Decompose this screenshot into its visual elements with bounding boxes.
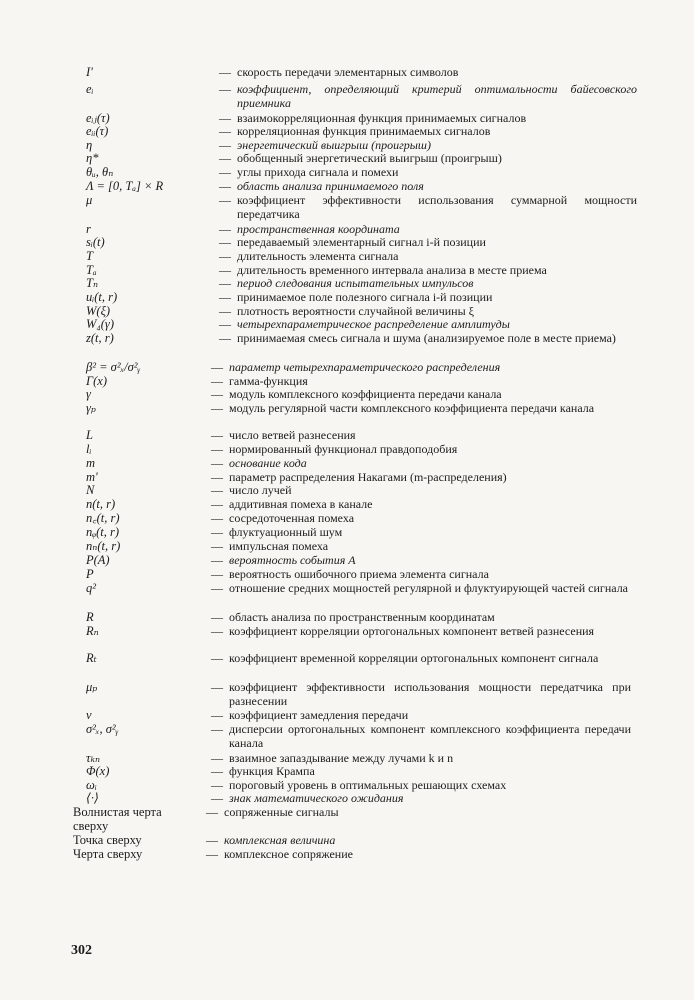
- entry-definition: коэффициент эффективности использования мощности передатчика при разнесении: [229, 680, 631, 708]
- entry-dash: —: [211, 470, 223, 484]
- entry-definition: энергетический выигрыш (проигрыш): [237, 138, 431, 152]
- entry-definition: дисперсии ортогональных компонент комплексного коэффициента передачи канала: [229, 722, 631, 750]
- entry-dash: —: [211, 708, 223, 722]
- entry-symbol: z(t, r): [86, 331, 114, 345]
- entry-symbol: P(A): [86, 553, 110, 567]
- entry-definition: модуль регулярной части комплексного коэффициента передачи канала: [229, 401, 595, 415]
- entry-symbol: γₚ: [86, 401, 96, 415]
- entry-definition: область анализа по пространственным координатам: [229, 610, 495, 624]
- entry-symbol: eᵢⱼ(τ): [86, 111, 110, 125]
- entry-symbol: R: [86, 610, 94, 624]
- entry-dash: —: [211, 456, 223, 470]
- entry-dash: —: [211, 374, 223, 388]
- entry-dash: —: [219, 193, 231, 207]
- entry-symbol: Tₐ: [86, 263, 97, 277]
- entry-symbol: N: [86, 483, 95, 497]
- entry-definition: углы прихода сигнала и помехи: [237, 165, 399, 179]
- entry-dash: —: [211, 581, 223, 595]
- entry-definition: число лучей: [229, 483, 292, 497]
- entry-dash: —: [219, 263, 231, 277]
- entry-definition: вероятность ошибочного приема элемента сигнала: [229, 567, 489, 581]
- entry-definition: взаимное запаздывание между лучами k и n: [229, 751, 454, 765]
- entry-dash: —: [211, 778, 223, 792]
- entry-symbol: W(ξ): [86, 304, 111, 318]
- entry-dash: —: [219, 331, 231, 345]
- entry-definition: пороговый уровень в оптимальных решающих схемах: [229, 778, 507, 792]
- page-number: 302: [71, 943, 92, 958]
- entry-dash: —: [211, 791, 223, 805]
- entry-symbol: sᵢ(t): [86, 235, 105, 249]
- entry-symbol: W₄(γ): [86, 317, 115, 331]
- entry-dash: —: [219, 249, 231, 263]
- entry-symbol: θᵤ, θₙ: [86, 165, 114, 179]
- entry-dash: —: [219, 304, 231, 318]
- entry-symbol: nₙ(t, r): [86, 539, 121, 553]
- entry-definition: комплексное сопряжение: [224, 847, 353, 861]
- entry-definition: взаимокорреляционная функция принимаемых сигналов: [237, 111, 527, 125]
- entry-symbol: r: [86, 222, 91, 236]
- entry-symbol: ν: [86, 708, 92, 722]
- entry-dash: —: [219, 82, 231, 96]
- entry-definition: вероятность события A: [229, 553, 356, 567]
- entry-definition: параметр распределения Накагами (m-распределения): [229, 470, 507, 484]
- entry-symbol: Точка сверху: [73, 833, 142, 847]
- entry-definition: передаваемый элементарный сигнал i-й позиции: [237, 235, 486, 249]
- entry-symbol: ⟨·⟩: [86, 791, 99, 805]
- entry-symbol: β² = σ²ₓ/σ²ᵧ: [86, 360, 141, 374]
- entry-definition: гамма-функция: [229, 374, 308, 388]
- entry-symbol: T: [86, 249, 93, 263]
- entry-dash: —: [219, 179, 231, 193]
- entry-definition: принимаемая смесь сигнала и шума (анализируемое поле в месте приема): [237, 331, 616, 345]
- entry-definition: параметр четырехпараметрического распределения: [229, 360, 501, 374]
- entry-definition: знак математического ожидания: [229, 791, 404, 805]
- entry-dash: —: [211, 624, 223, 638]
- entry-definition: принимаемое поле полезного сигнала i-й позиции: [237, 290, 493, 304]
- entry-definition: область анализа принимаемого поля: [237, 179, 424, 193]
- entry-symbol: Волнистая черта сверху: [73, 805, 162, 833]
- entry-symbol: Tₙ: [86, 276, 99, 290]
- entry-dash: —: [211, 387, 223, 401]
- entry-symbol: n꜀(t, r): [86, 511, 120, 525]
- entry-symbol: P: [86, 567, 94, 581]
- entry-definition: пространственная координата: [237, 222, 400, 236]
- entry-symbol: Φ(x): [86, 764, 110, 778]
- entry-symbol: nᵩ(t, r): [86, 525, 119, 539]
- entry-definition: аддитивная помеха в канале: [229, 497, 373, 511]
- entry-dash: —: [211, 428, 223, 442]
- entry-dash: —: [219, 276, 231, 290]
- entry-dash: —: [211, 751, 223, 765]
- entry-symbol: Rₜ: [86, 651, 97, 665]
- entry-symbol: Γ(x): [86, 374, 107, 388]
- entry-definition: флуктуационный шум: [229, 525, 343, 539]
- entry-dash: —: [211, 722, 223, 736]
- entry-symbol: n(t, r): [86, 497, 116, 511]
- entry-dash: —: [206, 833, 218, 847]
- entry-definition: коэффициент, определяющий критерий оптимальности байесовского приемника: [237, 82, 637, 110]
- entry-symbol: σ²ₓ, σ²ᵧ: [86, 722, 119, 736]
- entry-symbol: I': [86, 65, 93, 79]
- entry-dash: —: [211, 497, 223, 511]
- entry-definition: сосредоточенная помеха: [229, 511, 355, 525]
- entry-dash: —: [211, 764, 223, 778]
- entry-dash: —: [211, 401, 223, 415]
- entry-definition: комплексная величина: [224, 833, 336, 847]
- entry-dash: —: [211, 651, 223, 665]
- entry-dash: —: [219, 65, 231, 79]
- entry-dash: —: [211, 680, 223, 694]
- entry-definition: длительность временного интервала анализа в месте приема: [237, 263, 547, 277]
- entry-dash: —: [219, 235, 231, 249]
- entry-definition: корреляционная функция принимаемых сигналов: [237, 124, 491, 138]
- entry-symbol: μₚ: [86, 680, 98, 694]
- entry-dash: —: [219, 290, 231, 304]
- entry-symbol: τₖₙ: [86, 751, 101, 765]
- entry-dash: —: [219, 151, 231, 165]
- entry-symbol: lᵢ: [86, 442, 92, 456]
- entry-symbol: eᵢᵢ(τ): [86, 124, 109, 138]
- entry-symbol: Rₙ: [86, 624, 99, 638]
- entry-dash: —: [211, 360, 223, 374]
- entry-definition: сопряженные сигналы: [224, 805, 339, 819]
- entry-definition: коэффициент замедления передачи: [229, 708, 409, 722]
- entry-dash: —: [211, 567, 223, 581]
- entry-dash: —: [211, 525, 223, 539]
- entry-dash: —: [206, 805, 218, 819]
- entry-definition: число ветвей разнесения: [229, 428, 356, 442]
- entry-dash: —: [211, 511, 223, 525]
- entry-symbol: q²: [86, 581, 96, 595]
- entry-dash: —: [211, 539, 223, 553]
- entry-symbol: uᵢ(t, r): [86, 290, 118, 304]
- entry-dash: —: [219, 165, 231, 179]
- entry-definition: функция Крампа: [229, 764, 315, 778]
- entry-symbol: ωᵢ: [86, 778, 97, 792]
- entry-symbol: Черта сверху: [73, 847, 143, 861]
- entry-dash: —: [219, 317, 231, 331]
- entry-dash: —: [211, 442, 223, 456]
- entry-symbol: Λ = [0, Tₐ] × R: [86, 179, 164, 193]
- entry-symbol: γ: [86, 387, 91, 401]
- entry-definition: импульсная помеха: [229, 539, 329, 553]
- entry-symbol: η*: [86, 151, 99, 165]
- entry-definition: длительность элемента сигнала: [237, 249, 399, 263]
- entry-definition: коэффициент эффективности использования суммарной мощности передатчика: [237, 193, 637, 221]
- entry-definition: нормированный функционал правдоподобия: [229, 442, 458, 456]
- entry-symbol: m': [86, 470, 98, 484]
- entry-definition: коэффициент корреляции ортогональных компонент ветвей разнесения: [229, 624, 595, 638]
- entry-definition: модуль комплексного коэффициента передачи канала: [229, 387, 502, 401]
- entry-symbol: η: [86, 138, 93, 152]
- entry-definition: отношение средних мощностей регулярной и флуктуирующей частей сигнала: [229, 581, 629, 595]
- entry-definition: основание кода: [229, 456, 307, 470]
- entry-definition: четырехпараметрическое распределение амплитуды: [237, 317, 510, 331]
- entry-dash: —: [219, 138, 231, 152]
- entry-dash: —: [211, 553, 223, 567]
- entry-definition: обобщенный энергетический выигрыш (проигрыш): [237, 151, 502, 165]
- entry-symbol: m: [86, 456, 96, 470]
- entry-dash: —: [219, 111, 231, 125]
- entry-definition: скорость передачи элементарных символов: [237, 65, 459, 79]
- entry-definition: коэффициент временной корреляции ортогональных компонент сигнала: [229, 651, 599, 665]
- entry-definition: период следования испытательных импульсов: [237, 276, 474, 290]
- entry-symbol: eᵢ: [86, 82, 94, 96]
- entry-symbol: L: [86, 428, 93, 442]
- entry-definition: плотность вероятности случайной величины ξ: [237, 304, 474, 318]
- entry-symbol: μ: [86, 193, 93, 207]
- entry-dash: —: [211, 610, 223, 624]
- entry-dash: —: [219, 124, 231, 138]
- entry-dash: —: [206, 847, 218, 861]
- entry-dash: —: [211, 483, 223, 497]
- entry-dash: —: [219, 222, 231, 236]
